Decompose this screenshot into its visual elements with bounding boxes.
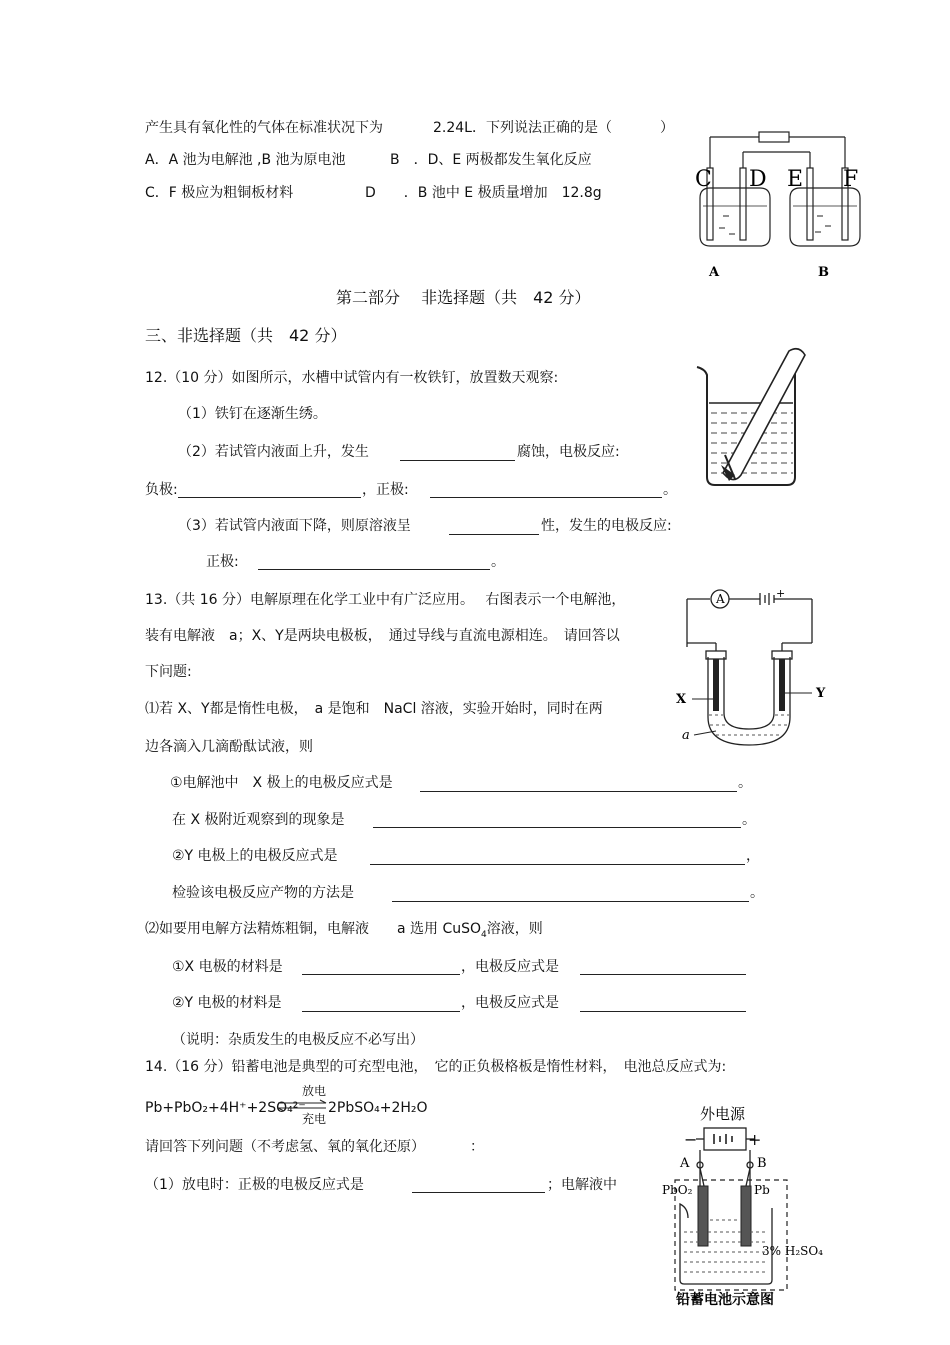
- q12-positive-blank-2[interactable]: [258, 569, 490, 570]
- q12-corrosion-blank[interactable]: [400, 460, 515, 461]
- q13-u-tube-figure: [672, 585, 832, 745]
- q13-line-1: 13.（共 16 分）电解原理在化学工业中有广泛应用。 右图表示一个电解池，: [145, 592, 626, 608]
- q12-solution-blank[interactable]: [449, 534, 539, 535]
- q11-option-c: C．F 极应为粗铜板材料: [145, 185, 294, 201]
- electrode-d-label: D: [749, 167, 767, 192]
- q14-battery-figure: [660, 1100, 845, 1315]
- q11-electrolysis-figure: [695, 128, 865, 288]
- q12-stem: 12.（10 分）如图所示，水槽中试管内有一枚铁钉，放置数天观察:: [145, 370, 559, 386]
- electrode-f-label: F: [843, 167, 859, 192]
- ammeter-label: A: [716, 592, 725, 606]
- q11-text-2: 2.24L．下列说法正确的是（: [433, 120, 612, 136]
- q13-q3-blank[interactable]: [370, 864, 745, 865]
- q13-note: （说明：杂质发生的电极反应不必写出）: [172, 1032, 424, 1048]
- q14-eq-left: Pb+PbO₂+4H⁺+2SO₄²⁻: [145, 1100, 306, 1116]
- q12-negative-blank[interactable]: [178, 497, 361, 498]
- q13-q4-end: 。: [750, 885, 764, 901]
- q12-sub-2b: 腐蚀，电极反应:: [517, 444, 620, 460]
- q12-beaker-figure: [695, 343, 815, 488]
- q12-negative-label: 负极:: [145, 482, 178, 498]
- q12-sub-3a: （3）若试管内液面下降，则原溶液呈: [178, 518, 411, 534]
- part-title: 第二部分 非选择题（共 42 分）: [336, 288, 591, 307]
- q12-positive-blank[interactable]: [430, 497, 662, 498]
- q14-positive-blank[interactable]: [412, 1192, 545, 1193]
- q13-q3-label: ②Y 电极上的电极反应式是: [172, 848, 338, 864]
- pb-label: Pb: [754, 1183, 770, 1197]
- q12-positive-label: ，正极:: [362, 482, 409, 498]
- q13-line-3: 下问题:: [145, 664, 192, 680]
- q13-x-equation-label: ，电极反应式是: [461, 959, 559, 975]
- q14-eq-charge: 充电: [302, 1112, 327, 1126]
- q13-x-equation-blank[interactable]: [580, 974, 746, 975]
- source-plus-label: +: [748, 1130, 762, 1149]
- q11-text-1: 产生具有氧化性的气体在标准状况下为: [145, 120, 383, 136]
- q13-q2-blank[interactable]: [373, 827, 741, 828]
- battery-plus-label: +: [776, 587, 786, 600]
- q13-x-material-label: ①X 电极的材料是: [172, 959, 283, 975]
- q14-eq-right: 2PbSO₄+2H₂O: [328, 1100, 428, 1116]
- q12-period-2: 。: [491, 554, 505, 570]
- q13-part2-text-b: 溶液，则: [486, 921, 543, 937]
- q13-part2-text: ⑵如要用电解方法精炼粗铜，电解液 a 选用 CuSO: [145, 921, 482, 937]
- q12-positive-label-2: 正极:: [206, 554, 239, 570]
- q13-y-equation-label: ，电极反应式是: [461, 995, 559, 1011]
- q13-part1-a: ⑴若 X、Y都是惰性电极， a 是饱和 NaCl 溶液，实验开始时，同时在两: [145, 701, 603, 717]
- q13-y-equation-blank[interactable]: [580, 1011, 746, 1012]
- electrolyte-a-label: a: [682, 728, 690, 743]
- q13-q1-end: 。: [738, 775, 752, 791]
- acid-label: 3% H₂SO₄: [762, 1244, 823, 1258]
- q13-part2-subscript: 4: [481, 929, 487, 940]
- q14-line-2: 请回答下列问题（不考虑氢、氧的氧化还原）: [145, 1139, 425, 1155]
- q13-q2-end: 。: [742, 812, 756, 828]
- electrode-e-label: E: [787, 167, 804, 192]
- q13-line-2: 装有电解液 a；X、Y是两块电极板， 通过导线与直流电源相连。 请回答以: [145, 628, 620, 644]
- q13-q1-label: ①电解池中 X 极上的电极反应式是: [170, 775, 393, 791]
- external-source-label: 外电源: [700, 1105, 746, 1123]
- q12-sub-2a: （2）若试管内液面上升，发生: [178, 444, 369, 460]
- q12-period-1: 。: [663, 482, 677, 498]
- electrode-c-label: C: [695, 167, 712, 192]
- electrode-y-label: Y: [816, 686, 826, 701]
- q13-q4-label: 检验该电极反应产物的方法是: [172, 885, 354, 901]
- pool-a-label: A: [709, 265, 720, 280]
- q12-sub-1: （1）铁钉在逐渐生绣。: [178, 406, 327, 422]
- q13-x-material-blank[interactable]: [302, 974, 460, 975]
- q11-option-d: D ．B 池中 E 极质量增加 12.8g: [365, 185, 602, 201]
- q14-line-3a: （1）放电时：正极的电极反应式是: [145, 1177, 364, 1193]
- q13-y-material-blank[interactable]: [302, 1011, 460, 1012]
- q13-part2: [145, 920, 543, 944]
- battery-caption: 铅蓄电池示意图: [676, 1292, 774, 1308]
- source-minus-label: −: [684, 1130, 698, 1149]
- q14-line-3b: ；电解液中: [547, 1177, 617, 1193]
- q11-paren-close: ）: [660, 120, 674, 136]
- pbo2-label: PbO₂: [662, 1183, 693, 1197]
- terminal-b-label: B: [757, 1156, 767, 1171]
- electrode-x-label: X: [676, 692, 687, 707]
- q12-sub-3b: 性，发生的电极反应:: [541, 518, 672, 534]
- terminal-a-label: A: [680, 1156, 690, 1171]
- q13-q1-blank[interactable]: [420, 791, 737, 792]
- q11-option-a: A．A 池为电解池 ,B 池为原电池: [145, 152, 346, 168]
- q14-line-1: 14.（16 分）铅蓄电池是典型的可充型电池， 它的正负极格板是惰性材料， 电池总反应式为:: [145, 1059, 727, 1075]
- q14-eq-discharge: 放电: [302, 1084, 327, 1098]
- q14-line-2-colon: ：: [470, 1139, 484, 1155]
- q13-y-material-label: ②Y 电极的材料是: [172, 995, 282, 1011]
- q13-part1-b: 边各滴入几滴酚酞试液，则: [145, 739, 313, 755]
- q13-q2-label: 在 X 极附近观察到的现象是: [172, 812, 345, 828]
- q11-option-b: B ．D、E 两极都发生氧化反应: [390, 152, 592, 168]
- section-title: 三、非选择题（共 42 分）: [145, 326, 347, 345]
- q13-q3-end: ，: [746, 848, 760, 864]
- pool-b-label: B: [818, 265, 829, 280]
- q13-q4-blank[interactable]: [392, 901, 749, 902]
